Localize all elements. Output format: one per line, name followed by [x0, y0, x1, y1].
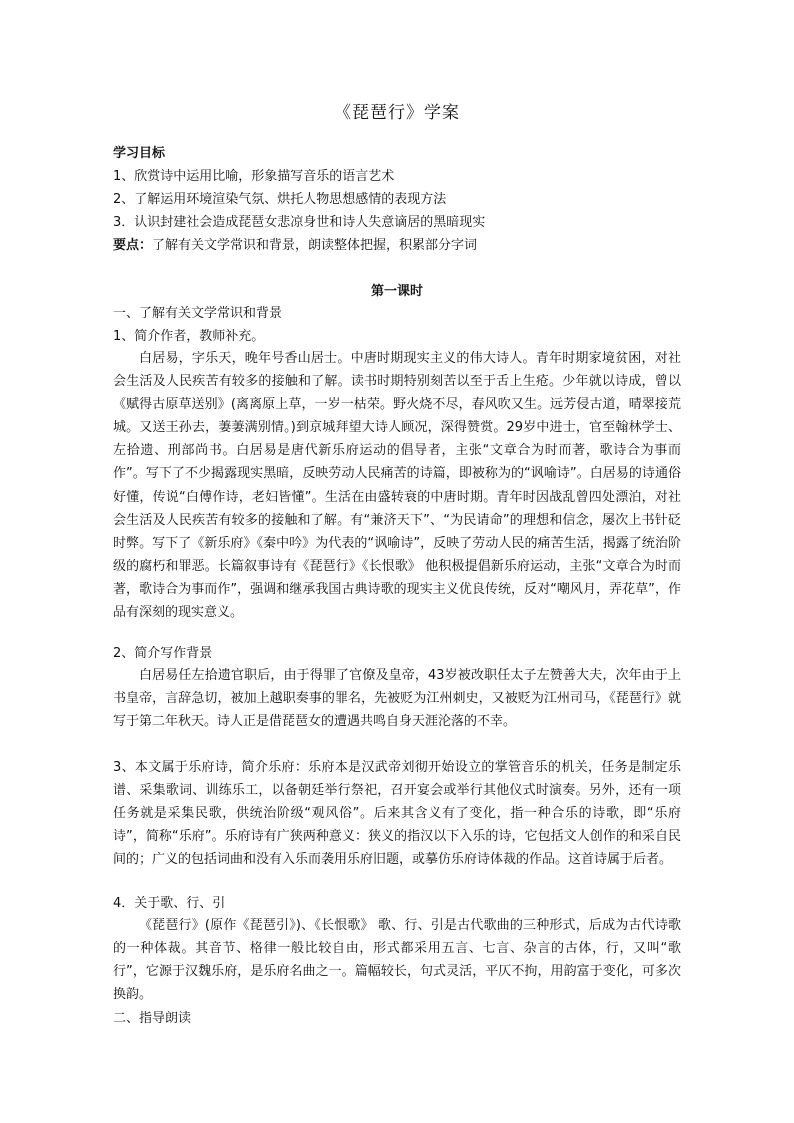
yuefu-paragraph: 3、本文属于乐府诗，简介乐府：乐府本是汉武帝刘彻开始设立的掌管音乐的机关，任务是制定乐谱、采集歌词、训练乐工，以备朝廷举行祭祀，召开宴会或举行其他仪式时演奏。另外，还有一项任务就是采集民歌，供统治阶级“观风俗”。后来其含义有了变化，指一种合乐的诗歌，即“乐府诗”，简称“乐府”。乐府诗有广狭两种意义：狭义的指汉以下入乐的诗，它包括文人创作的和采自民间的；广义的包括词曲和没有入乐而袭用乐府旧题，或摹仿乐府诗体裁的作品。这首诗属于后者。 [113, 760, 681, 868]
background-paragraph: 白居易任左拾遗官职后，由于得罪了官僚及皇帝，43岁被改职任太子左赞善大夫，次年由于上书皇帝，言辞急切，被加上越职奏事的罪名，先被贬为江州刺史，又被贬为江州司马，《琵琶行》就写于第二年秋天。诗人正是借琵琶女的遭遇共鸣自身天涯沦落的不幸。 [113, 668, 681, 730]
author-intro-heading: 1、简介作者，教师补充。 [113, 329, 265, 344]
gexingyin-heading: 4．关于歌、行、引 [113, 896, 226, 911]
keypoint-text: 了解有关文学常识和背景，朗读整体把握，积累部分字词 [152, 238, 478, 253]
goal-item-2: 2、了解运用环境渲染气氛、烘托人物思想感情的表现方法 [113, 192, 447, 207]
goal-item-1: 1、欣赏诗中运用比喻，形象描写音乐的语言艺术 [113, 169, 395, 184]
gexingyin-paragraph: 《琵琶行》(原作《琵琶引》)、《长恨歌》 歌、行、引是古代歌曲的三种形式，后成为古代诗歌的一种体裁。其音节、格律一般比较自由，形式都采用五言、七言、杂言的古体，行，又叫“歌行”，它源于汉魏乐府，是乐府名曲之一。篇幅较长，句式灵活，平仄不拘，用韵富于变化，可多次换韵。 [113, 918, 681, 1003]
goals-heading: 学习目标 [113, 146, 166, 161]
section1-heading: 一、了解有关文学常识和背景 [113, 306, 283, 321]
keypoint-label: 要点： [113, 238, 153, 253]
section2-heading: 二、指导朗读 [113, 1011, 192, 1026]
background-heading: 2、简介写作背景 [113, 646, 213, 661]
lesson-heading: 第一课时 [370, 284, 423, 299]
goal-item-3: 3．认识封建社会造成琵琶女悲凉身世和诗人失意谪居的黑暗现实 [113, 215, 486, 230]
page-title: 《琵琶行》学案 [334, 103, 460, 123]
author-paragraph: 白居易，字乐天，晚年号香山居士。中唐时期现实主义的伟大诗人。青年时期家境贫困，对社会生活及人民疾苦有较多的接触和了解。读书时期特别刻苦以至于舌上生疮。少年就以诗成，曾以《赋得古原草送别》(离离原上草，一岁一枯荣。野火烧不尽，春风吹又生。远芳侵古道，晴翠接荒城。又送王孙去，萋萋满别情。)到京城拜望大诗人顾况，深得赞赏。29岁中进士，官至翰林学士、左拾遗、刑部尚书。白居易是唐代新乐府运动的倡导者，主张“文章合为时而著，歌诗合为事而作”。写下了不少揭露现实黑暗，反映劳动人民痛苦的诗篇，即被称为的“讽喻诗”。白居易的诗通俗好懂，传说“白傅作诗，老妇皆懂”。生活在由盛转衰的中唐时期。青年时因战乱曾四处漂泊，对社会生活及人民疾苦有较多的接触和了解。有“兼济天下”、“为民请命”的理想和信念，屡次上书针砭时弊。写下了《新乐府》《秦中吟》为代表的“讽喻诗”，反映了劳动人民的痛苦生活，揭露了统治阶级的腐朽和罪恶。长篇叙事诗有《琵琶行》《长恨歌》 他积极提倡新乐府运动，主张“文章合为时而著，歌诗合为事而作”，强调和继承我国古典诗歌的现实主义优良传统，反对“嘲风月，弄花草”，作品有深刻的现实意义。 [113, 351, 681, 621]
keypoint-line [113, 237, 477, 255]
